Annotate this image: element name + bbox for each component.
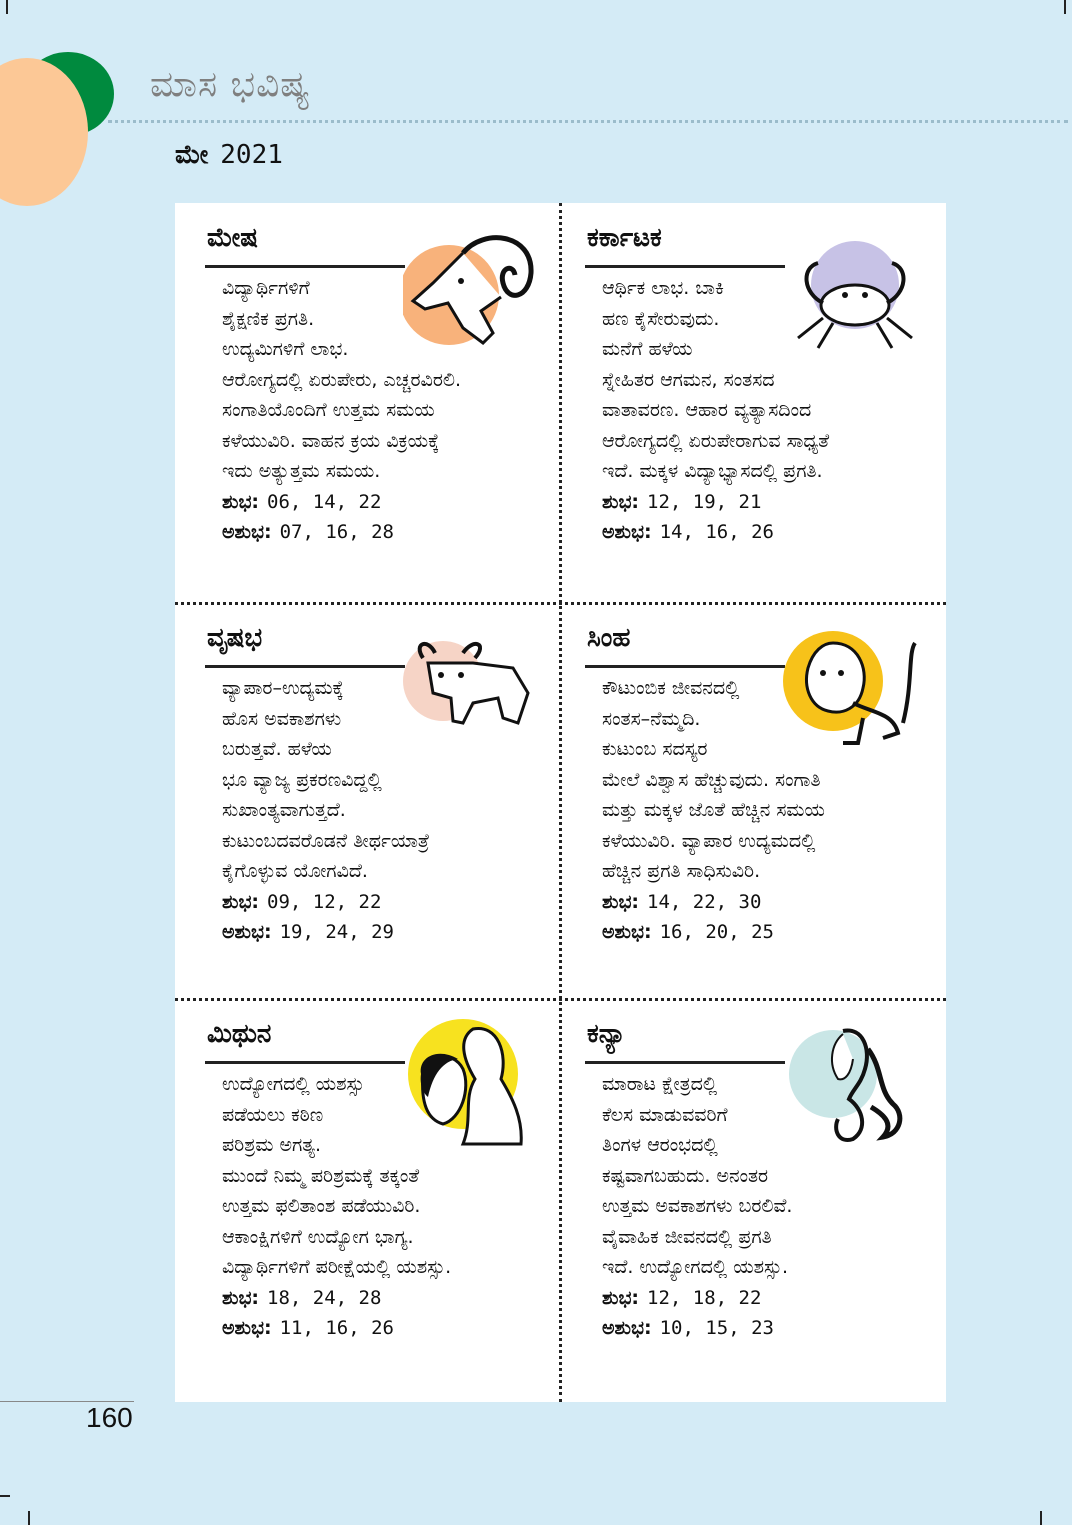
sign-underline [205, 665, 405, 668]
unlucky-label: ಅಶುಭ: [222, 521, 272, 543]
lucky-label: ಶುಭ: [602, 1287, 640, 1309]
sign-description: ಕೌಟುಂಬಿಕ ಜೀವನದಲ್ಲಿ ಸಂತಸ–ನೆಮ್ಮದಿ. ಕುಟುಂಬ ಸದಸ್ಯರ ಮೇಲೆ ವಿಶ್ವಾಸ ಹೆಚ್ಚುವುದು. ಸಂಗಾತಿ ಮತ್ತು ಮಕ್ಕಳ ಜೊತೆ ಹೆಚ್ಚಿನ ಸಮಯ ಕಳೆಯುವಿರಿ. ವ್ಯಾಪಾರ ಉದ್ಯಮದಲ್ಲಿ ಹೆಚ್ಚಿನ ಪ್ರಗತಿ ಸಾಧಿಸುವಿರಿ. [602, 677, 825, 882]
unlucky-days [602, 917, 774, 948]
unlucky-label: ಅಶುಭ: [602, 521, 652, 543]
horoscope-panel [175, 203, 946, 1402]
month-label: ಮೇ [175, 140, 209, 170]
unlucky-label: ಅಶುಭ: [602, 921, 652, 943]
sign-name: ಸಿಂಹ [587, 623, 631, 653]
lucky-values: 12, 19, 21 [647, 491, 762, 513]
lucky-values: 14, 22, 30 [647, 891, 762, 913]
sign-name: ಮಿಥುನ [207, 1019, 272, 1049]
sign-description: ಆರ್ಥಿಕ ಲಾಭ. ಬಾಕಿ ಹಣ ಕೈಸೇರುವುದು. ಮನೆಗೆ ಹಳೆಯ ಸ್ನೇಹಿತರ ಆಗಮನ, ಸಂತಸದ ವಾತಾವರಣ. ಆಹಾರ ವ್ಯತ್ಯಾಸದಿಂದ ಆರೋಗ್ಯದಲ್ಲಿ ಏರುಪೇರಾಗುವ ಸಾಧ್ಯತೆ ಇದೆ. ಮಕ್ಕಳ ವಿದ್ಯಾಭ್ಯಾಸದಲ್ಲಿ ಪ್ರಗತಿ. [602, 277, 830, 482]
sign-description: ವಿದ್ಯಾರ್ಥಿಗಳಿಗೆ ಶೈಕ್ಷಣಿಕ ಪ್ರಗತಿ. ಉದ್ಯಮಿಗಳಿಗೆ ಲಾಭ. ಆರೋಗ್ಯದಲ್ಲಿ ಏರುಪೇರು, ಎಚ್ಚರವಿರಲಿ. ಸಂಗಾತಿಯೊಂದಿಗೆ ಉತ್ತಮ ಸಮಯ ಕಳೆಯುವಿರಿ. ವಾಹನ ಕ್ರಯ ವಿಕ್ರಯಕ್ಕೆ ಇದು ಅತ್ಯುತ್ತಮ ಸಮಯ. [222, 277, 462, 482]
crop-mark [1040, 1511, 1042, 1525]
lucky-days [222, 1283, 381, 1314]
sign-name: ಕರ್ಕಾಟಕ [587, 223, 662, 253]
lucky-label: ಶುಭ: [222, 491, 260, 513]
unlucky-values: 16, 20, 25 [659, 921, 774, 943]
lucky-values: 06, 14, 22 [267, 491, 382, 513]
sign-name: ಮೇಷ [207, 223, 258, 253]
sign-underline [585, 665, 785, 668]
lucky-label: ಶುಭ: [222, 891, 260, 913]
sign-card-kanya [555, 999, 935, 1395]
lucky-days [602, 1283, 761, 1314]
unlucky-days [222, 917, 394, 948]
sign-card-simha [555, 603, 935, 999]
sign-card-mithuna [175, 999, 555, 1395]
crop-mark [6, 0, 8, 14]
unlucky-days [222, 1313, 394, 1344]
lucky-values: 12, 18, 22 [647, 1287, 762, 1309]
sign-card-vrishabha [175, 603, 555, 999]
crop-mark [1064, 0, 1066, 14]
unlucky-values: 07, 16, 28 [279, 521, 394, 543]
unlucky-days [222, 517, 394, 548]
sign-card-mesha [175, 203, 555, 599]
sign-underline [205, 265, 405, 268]
unlucky-label: ಅಶುಭ: [222, 921, 272, 943]
lucky-label: ಶುಭ: [602, 891, 640, 913]
sign-underline [585, 1061, 785, 1064]
lucky-values: 18, 24, 28 [267, 1287, 382, 1309]
lucky-values: 09, 12, 22 [267, 891, 382, 913]
sign-description: ಮಾರಾಟ ಕ್ಷೇತ್ರದಲ್ಲಿ ಕೆಲಸ ಮಾಡುವವರಿಗೆ ತಿಂಗಳ ಆರಂಭದಲ್ಲಿ ಕಷ್ಟವಾಗಬಹುದು. ಅನಂತರ ಉತ್ತಮ ಅವಕಾಶಗಳು ಬರಲಿವೆ. ವೈವಾಹಿಕ ಜೀವನದಲ್ಲಿ ಪ್ರಗತಿ ಇದೆ. ಉದ್ಯೋಗದಲ್ಲಿ ಯಶಸ್ಸು. [602, 1073, 793, 1278]
unlucky-label: ಅಶುಭ: [602, 1317, 652, 1339]
sign-underline [205, 1061, 405, 1064]
lucky-days [222, 887, 381, 918]
lucky-label: ಶುಭ: [222, 1287, 260, 1309]
unlucky-values: 14, 16, 26 [659, 521, 774, 543]
crop-mark [0, 1495, 10, 1497]
sign-description: ವ್ಯಾಪಾರ–ಉದ್ಯಮಕ್ಕೆ ಹೊಸ ಅವಕಾಶಗಳು ಬರುತ್ತವೆ. ಹಳೆಯ ಭೂ ವ್ಯಾಜ್ಯ ಪ್ರಕರಣವಿದ್ದಲ್ಲಿ ಸುಖಾಂತ್ಯವಾಗುತ್ತದೆ. ಕುಟುಂಬದವರೊಡನೆ ತೀರ್ಥಯಾತ್ರೆ ಕೈಗೊಳ್ಳುವ ಯೋಗವಿದೆ. [222, 677, 430, 882]
unlucky-days [602, 517, 774, 548]
section-title: ಮಾಸ ಭವಿಷ್ಯ [150, 64, 311, 105]
unlucky-values: 11, 16, 26 [279, 1317, 394, 1339]
sign-description: ಉದ್ಯೋಗದಲ್ಲಿ ಯಶಸ್ಸು ಪಡೆಯಲು ಕಠಿಣ ಪರಿಶ್ರಮ ಅಗತ್ಯ. ಮುಂದೆ ನಿಮ್ಮ ಪರಿಶ್ರಮಕ್ಕೆ ತಕ್ಕಂತೆ ಉತ್ತಮ ಫಲಿತಾಂಶ ಪಡೆಯುವಿರಿ. ಆಕಾಂಕ್ಷಿಗಳಿಗೆ ಉದ್ಯೋಗ ಭಾಗ್ಯ. ವಿದ್ಯಾರ್ಥಿಗಳಿಗೆ ಪರೀಕ್ಷೆಯಲ್ಲಿ ಯಶಸ್ಸು. [222, 1073, 452, 1278]
unlucky-values: 10, 15, 23 [659, 1317, 774, 1339]
unlucky-values: 19, 24, 29 [279, 921, 394, 943]
sign-underline [585, 265, 785, 268]
sign-card-karkataka [555, 203, 935, 599]
unlucky-days [602, 1313, 774, 1344]
unlucky-label: ಅಶುಭ: [222, 1317, 272, 1339]
sign-name: ವೃಷಭ [207, 623, 263, 653]
page-number: 160 [86, 1402, 133, 1433]
title-divider [108, 120, 1068, 123]
lucky-label: ಶುಭ: [602, 491, 640, 513]
lucky-days [602, 887, 761, 918]
lucky-days [222, 487, 381, 518]
crop-mark [28, 1511, 30, 1525]
year-label: 2021 [220, 140, 283, 170]
lucky-days [602, 487, 761, 518]
month-heading [175, 140, 283, 171]
sign-name: ಕನ್ಯಾ [587, 1019, 626, 1049]
